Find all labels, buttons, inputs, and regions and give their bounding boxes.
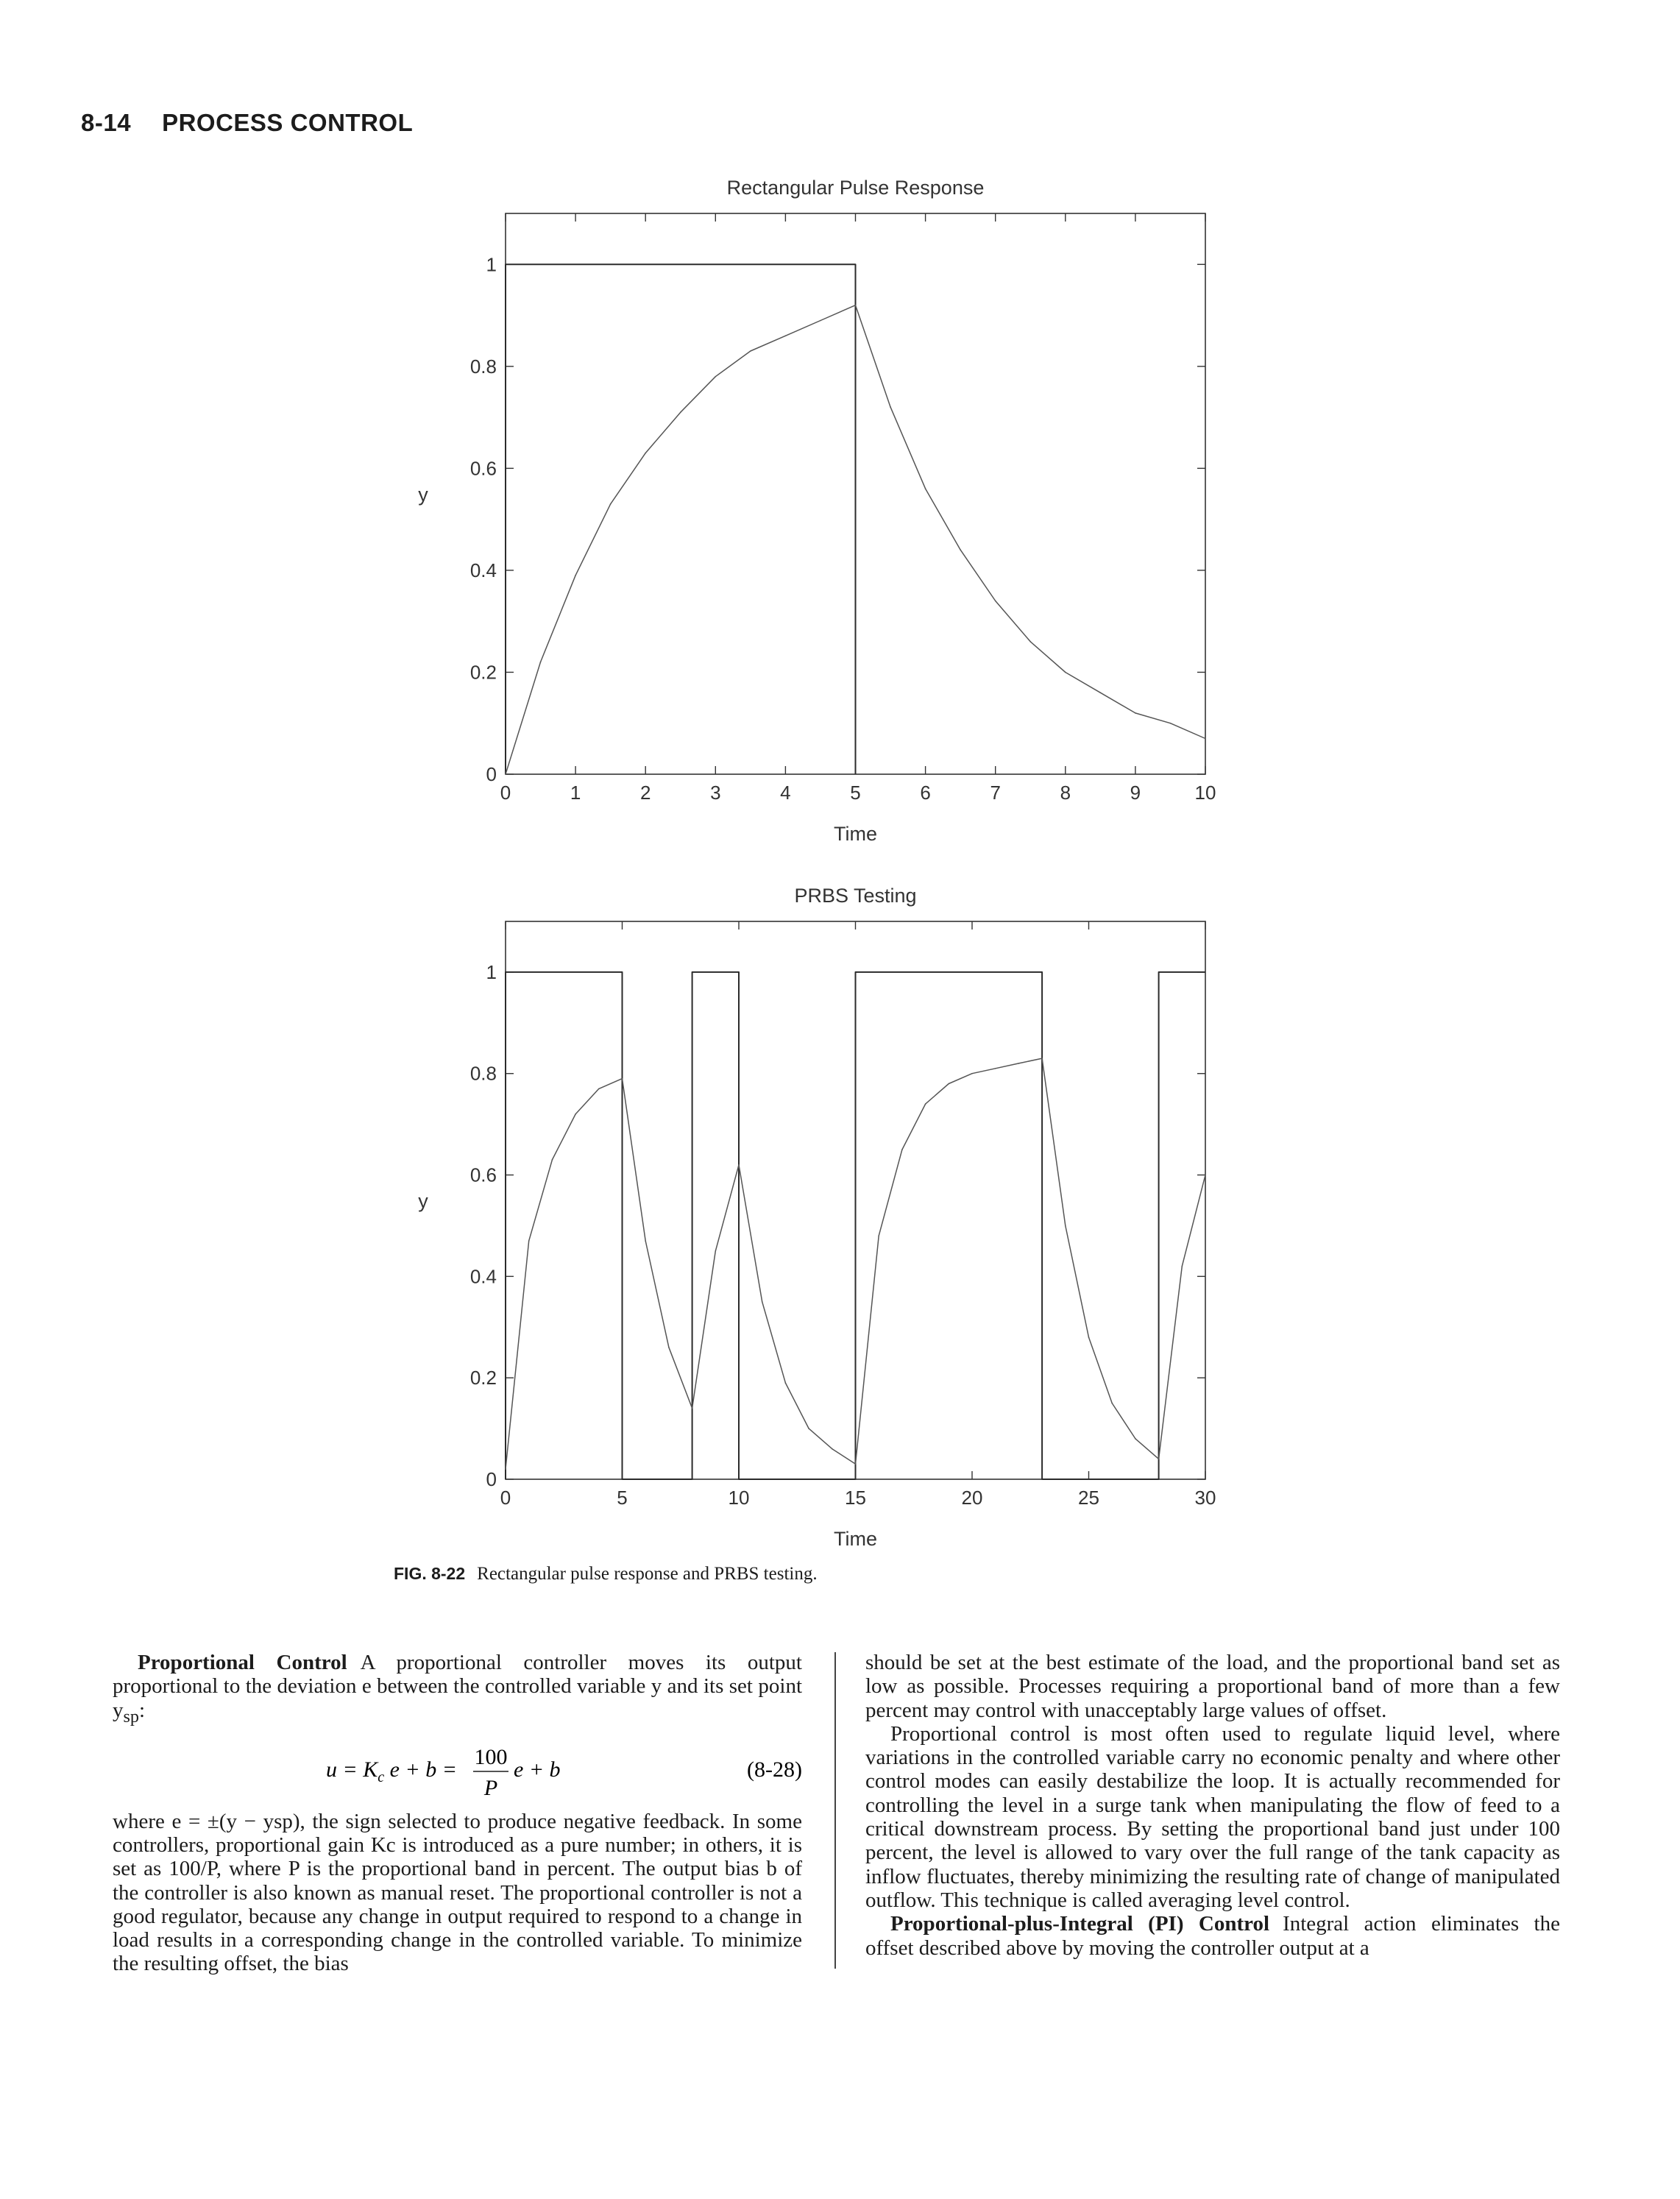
left-paragraph-1 [113, 1651, 802, 1729]
chart2-series-input [506, 972, 1205, 1479]
chart1-data-point [960, 549, 961, 550]
run-in-heading-pi-control: Proportional-plus-Integral (PI) Control [890, 1912, 1270, 1936]
chart1-data-point [505, 773, 506, 775]
chart2-xtick-label: 15 [845, 1487, 866, 1509]
left-column [113, 1651, 802, 1976]
chart2-ytick-label: 0.8 [469, 1062, 497, 1085]
chart2-data-point [808, 1428, 809, 1429]
chart2-data-point [971, 1073, 973, 1074]
chart2-xtick-label: 0 [500, 1487, 511, 1509]
chart2-data-point [738, 1164, 740, 1166]
chart1-data-point [925, 488, 926, 489]
chart1-ytick-label: 0.8 [469, 355, 497, 378]
chart2-data-point [528, 1240, 530, 1242]
chart2-xtick-label: 25 [1078, 1487, 1099, 1509]
chart2-data-point [692, 1408, 693, 1409]
chart2-ytick-label: 0.6 [469, 1164, 497, 1186]
chart2-data-point [598, 1088, 600, 1090]
chart2-data-point [1065, 1225, 1066, 1227]
chart2-data-point [878, 1235, 879, 1236]
equation-8-28 [113, 1735, 802, 1805]
chart2-data-point [832, 1448, 833, 1450]
chart2-data-point [505, 1468, 506, 1470]
chart1-xlabel: Time [834, 823, 877, 845]
chart2-xtick-label: 5 [617, 1487, 628, 1509]
chart1-xtick-label: 1 [570, 782, 581, 804]
chart1-xtick-label: 0 [500, 782, 511, 804]
pi-control-text: Integral action eliminates the offset described above by moving the controller output at a [865, 1912, 1560, 1960]
left-paragraph-2: where e = ±(y − ysp), the sign selected to produce negative feedback. In some controllers, proportional gain Kc is introduced as a pure number; in others, it is set as 100/P, where P is the proportional band in percent. The output bias b of the controller is also known as manual reset. The proportional controller is not a good regulator, because any change in output required to respond to a change in load results in a corresponding change in the controlled variable. To minimize the resulting offset, the bias [113, 1809, 802, 1976]
chart1-ytick-label: 1 [486, 253, 497, 276]
chart2-data-point [1041, 1058, 1043, 1059]
chart1-data-point [1205, 738, 1206, 740]
eq-denominator: P [483, 1775, 498, 1800]
chart1-data-point [540, 662, 542, 663]
right-paragraph-1: should be set at the best estimate of the load, and the proportional band set as low as possible. Processes requiring a proportional band of more than a few percent may control with unacceptably large values of offset. [865, 1651, 1560, 1722]
chart1-data-point [785, 336, 787, 337]
chart2-data-point [925, 1103, 926, 1105]
eq-numerator: 100 [474, 1744, 508, 1769]
chart1-xtick-label: 8 [1060, 782, 1071, 804]
chart1-data-point [680, 411, 681, 413]
chart2-xtick-label: 30 [1194, 1487, 1216, 1509]
right-paragraph-3 [865, 1912, 1560, 1960]
section-title: PROCESS CONTROL [162, 109, 414, 136]
chart1-data-point [645, 453, 646, 454]
chart1-ytick-label: 0.6 [469, 457, 497, 480]
chart2-ylabel: y [418, 1190, 428, 1212]
eq-lhs: $u = K_c$ e + b = [326, 1757, 457, 1785]
run-in-heading-proportional-control: Proportional Control [138, 1651, 347, 1674]
chart2-ytick-label: 0 [486, 1468, 497, 1490]
intro-subscript: sp [123, 1706, 139, 1727]
chart2-data-point [575, 1113, 576, 1115]
chart1-data-point [1030, 641, 1032, 642]
chart1-data-point [855, 305, 857, 306]
chart2-data-point [855, 1464, 857, 1465]
chart2-data-point [645, 1240, 646, 1242]
chart2-xtick-label: 10 [728, 1487, 750, 1509]
chart2-ytick-label: 0.4 [469, 1265, 497, 1288]
chart2-data-point [1088, 1336, 1090, 1338]
chart1-data-point [575, 575, 576, 576]
caption-text: Rectangular pulse response and PRBS testing. [477, 1564, 818, 1584]
chart2-data-point [762, 1301, 763, 1303]
chart2-xlabel: Time [834, 1528, 877, 1550]
chart1-xtick-label: 2 [639, 782, 651, 804]
chart2-data-point [668, 1347, 670, 1348]
eq-rhs: e + b [514, 1757, 561, 1782]
chart2-title: PRBS Testing [794, 885, 917, 907]
chart2-data-point [1135, 1438, 1136, 1440]
chart1-ytick-label: 0.4 [469, 559, 497, 581]
eq-number: (8-28) [747, 1757, 802, 1782]
chart2-data-point [622, 1078, 623, 1080]
chart2-data-point [995, 1068, 996, 1069]
chart1-data-point [1170, 723, 1172, 724]
figure-caption [394, 1564, 818, 1584]
right-column [865, 1651, 1560, 1960]
chart1-data-point [820, 320, 821, 322]
chart2-xtick-label: 20 [961, 1487, 983, 1509]
chart2-ytick-label: 0.2 [469, 1367, 497, 1389]
chart2-data-point [1111, 1403, 1113, 1404]
chart1-xtick-label: 5 [850, 782, 861, 804]
chart1-xtick-label: 6 [920, 782, 931, 804]
chart1-data-point [995, 601, 996, 602]
chart1-data-point [715, 376, 717, 378]
chart1-ytick-label: 0 [486, 763, 497, 785]
chart1-xtick-label: 9 [1130, 782, 1141, 804]
chart2-data-point [901, 1149, 903, 1150]
chart2-data-point [715, 1250, 717, 1252]
chart2-data-point [1205, 1175, 1206, 1176]
page-number: 8-14 [81, 109, 132, 136]
intro-end: : [138, 1698, 146, 1722]
chart1-data-point [1065, 672, 1066, 673]
chart2-data-point [949, 1083, 950, 1085]
chart2-data-point [785, 1382, 787, 1384]
chart1-data-point [1100, 692, 1102, 693]
intro-text: A proportional controller moves its output proportional to the deviation e between the controlled variable y and its set point y [113, 1651, 802, 1722]
chart1-data-point [1135, 712, 1136, 714]
chart2-data-point [1182, 1266, 1183, 1267]
chart1-ylabel: y [418, 484, 428, 506]
chart1-series-input [506, 264, 856, 774]
chart1-title: Rectangular Pulse Response [726, 177, 985, 199]
chart2-ytick-label: 1 [486, 960, 497, 983]
right-paragraph-2: Proportional control is most often used to regulate liquid level, where variations in the controlled variable carry no economic penalty and where other control modes can easily destabilize the loop. It is actually recommended for controlling the level in a surge tank when manipulating the flow of feed to a critical downstream process. By setting the proportional band just under 100 percent, the level is allowed to vary over the full range of the tank capacity as inflow fluctuates, thereby minimizing the resulting rate of change of manipulated outflow. This technique is called averaging level control. [865, 1721, 1560, 1912]
chart2-data-point [1158, 1459, 1160, 1460]
chart1-xtick-label: 7 [990, 782, 1001, 804]
chart2-data-point [1018, 1063, 1020, 1064]
chart1-data-point [610, 503, 612, 505]
chart1-ytick-label: 0.2 [469, 661, 497, 684]
chart1-xtick-label: 4 [780, 782, 791, 804]
caption-label: FIG. 8-22 [394, 1564, 466, 1583]
chart1-data-point [750, 350, 751, 352]
chart1-data-point [890, 406, 891, 408]
chart1-xtick-label: 10 [1194, 782, 1216, 804]
chart1-xtick-label: 3 [710, 782, 721, 804]
chart2-data-point [552, 1159, 553, 1161]
column-divider [834, 1652, 836, 1969]
